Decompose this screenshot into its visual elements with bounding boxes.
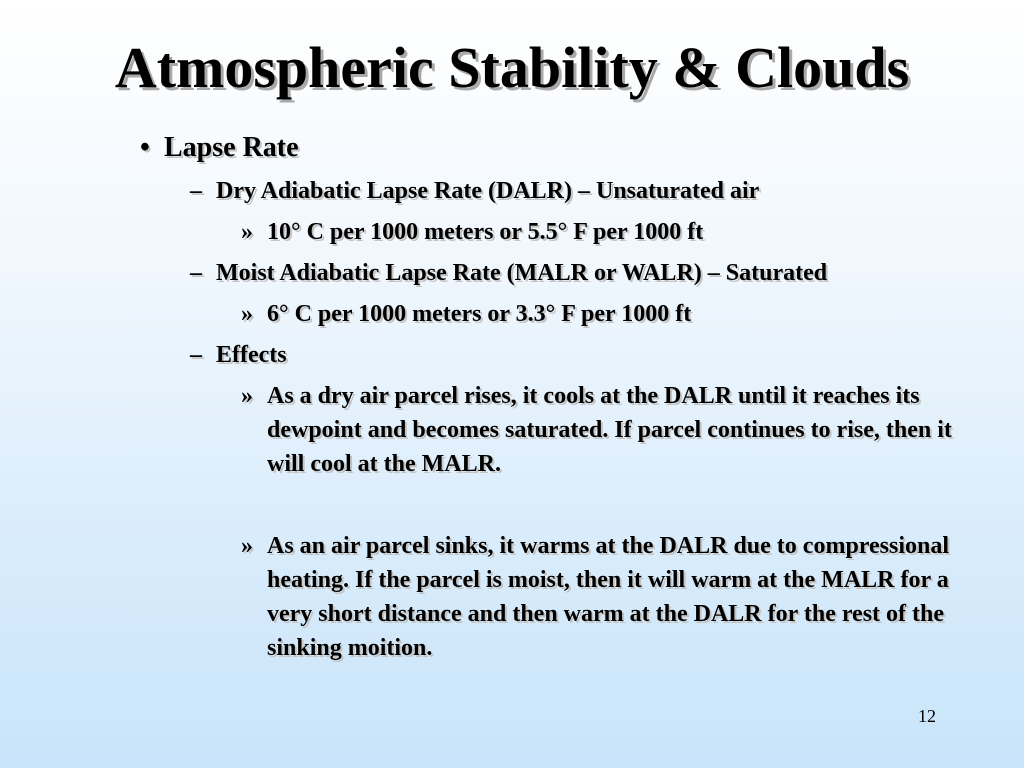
dash-marker: – [190, 260, 202, 286]
detail-dalr-rate: 10° C per 1000 meters or 5.5° F per 1000 ft [267, 219, 704, 245]
bullet-lapse-rate: Lapse Rate [164, 132, 299, 163]
page-number: 12 [918, 706, 936, 726]
subitem-dalr: Dry Adiabatic Lapse Rate (DALR) – Unsaturated air [216, 178, 760, 204]
detail-marker: » [241, 383, 253, 409]
subitem-malr: Moist Adiabatic Lapse Rate (MALR or WALR) – Saturated [216, 260, 828, 286]
effects-sinking-parcel: As an air parcel sinks, it warms at the DALR due to compressional heating. If the parcel is moist, then it will warm at the MALR for a very short distance and then warm at the DALR for the rest of the sinking moition. [267, 533, 950, 661]
bullet-marker: • [140, 132, 150, 163]
dash-marker: – [190, 342, 202, 368]
detail-marker: » [241, 301, 253, 327]
dash-marker: – [190, 178, 202, 204]
slide-title: Atmospheric Stability & Clouds [114, 35, 910, 100]
detail-malr-rate: 6° C per 1000 meters or 3.3° F per 1000 ft [267, 301, 692, 327]
detail-marker: » [241, 533, 253, 559]
detail-marker: » [241, 219, 253, 245]
effects-rising-parcel: As a dry air parcel rises, it cools at the DALR until it reaches its dewpoint and becomes saturated. If parcel continues to rise, then it will cool at the MALR. [267, 383, 952, 477]
subitem-effects: Effects [216, 342, 287, 368]
